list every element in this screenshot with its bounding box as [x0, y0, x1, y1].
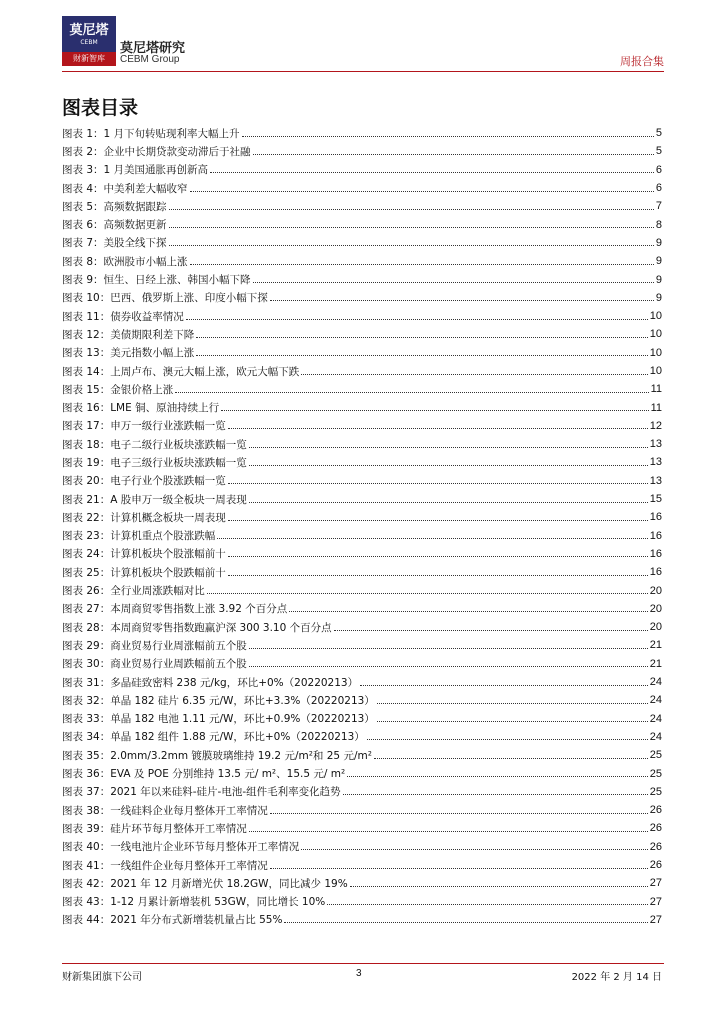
toc-dot-leader — [228, 428, 648, 429]
toc-entry-label: 图表 40：一线电池片企业环节每月整体开工率情况 — [62, 841, 300, 854]
toc-dot-leader — [249, 831, 648, 832]
toc-entry-label: 图表 2：企业中长期贷款变动滞后于社融 — [62, 145, 251, 158]
toc-entry-label: 图表 15：金银价格上涨 — [62, 383, 174, 396]
toc-entry[interactable] — [62, 325, 662, 343]
toc-entry-label: 图表 33：单晶 182 电池 1.11 元/W，环比+0.9%（20220213） — [62, 713, 375, 726]
toc-entry[interactable] — [62, 490, 662, 508]
toc-dot-leader — [228, 556, 648, 557]
footer-company: 财新集团旗下公司 — [62, 972, 142, 983]
toc-entry-label: 图表 18：电子二级行业板块涨跌幅一览 — [62, 438, 247, 451]
toc-entry-label: 图表 20：电子行业个股涨跌幅一览 — [62, 475, 226, 488]
toc-entry-page: 24 — [649, 676, 662, 689]
toc-title: 图表目录 — [62, 97, 139, 119]
toc-entry[interactable] — [62, 124, 662, 142]
toc-entry-label: 图表 44：2021 年分布式新增装机量占比 55% — [62, 914, 283, 927]
toc-dot-leader — [249, 666, 648, 667]
toc-entry[interactable] — [62, 270, 662, 288]
toc-dot-leader — [377, 721, 648, 722]
toc-entry-page: 25 — [649, 785, 662, 798]
toc-dot-leader — [190, 264, 654, 265]
brand-name-en: CEBM Group — [120, 54, 180, 65]
toc-entry[interactable] — [62, 142, 662, 160]
footer-divider — [62, 963, 664, 964]
toc-entry-page: 21 — [649, 639, 662, 652]
toc-entry[interactable] — [62, 801, 662, 819]
toc-entry-label: 图表 30：商业贸易行业周跌幅前五个股 — [62, 658, 247, 671]
toc-entry-page: 26 — [649, 840, 662, 853]
toc-dot-leader — [301, 849, 648, 850]
toc-entry-page: 5 — [655, 127, 662, 140]
toc-entry-label: 图表 12：美债期限利差下降 — [62, 328, 195, 341]
toc-entry[interactable] — [62, 289, 662, 307]
toc-entry-page: 10 — [649, 310, 662, 323]
toc-entry-page: 10 — [649, 365, 662, 377]
toc-entry-label: 图表 7：美股全线下探 — [62, 237, 167, 250]
toc-dot-leader — [360, 685, 648, 686]
table-of-figures — [62, 124, 662, 929]
toc-entry[interactable] — [62, 472, 662, 490]
toc-entry-page: 20 — [649, 602, 662, 615]
footer-page-number: 3 — [356, 968, 362, 979]
toc-entry-label: 图表 36：EVA 及 POE 分别维持 13.5 元/ m²、15.5 元/ m² — [62, 768, 346, 781]
toc-entry[interactable] — [62, 710, 662, 728]
toc-entry-page: 11 — [650, 401, 662, 414]
toc-dot-leader — [270, 300, 654, 301]
toc-entry-label: 图表 38：一线硅料企业每月整体开工率情况 — [62, 804, 268, 817]
toc-entry-page: 13 — [649, 438, 662, 451]
toc-dot-leader — [228, 483, 648, 484]
toc-dot-leader — [169, 227, 654, 228]
page-header — [62, 16, 664, 70]
toc-dot-leader — [347, 776, 648, 777]
toc-entry-page: 11 — [650, 383, 662, 396]
toc-entry-label: 图表 25：计算机板块个股跌幅前十 — [62, 566, 226, 579]
toc-entry[interactable] — [62, 764, 662, 782]
toc-entry[interactable] — [62, 215, 662, 233]
toc-entry-label: 图表 41：一线组件企业每月整体开工率情况 — [62, 859, 268, 872]
toc-dot-leader — [249, 648, 648, 649]
toc-entry-label: 图表 42：2021 年 12 月新增光伏 18.2GW，同比减少 19% — [62, 877, 348, 890]
toc-entry-label: 图表 39：硅片环节每月整体开工率情况 — [62, 822, 247, 835]
toc-entry-label: 图表 21：A 股申万一级全板块一周表现 — [62, 493, 247, 506]
toc-entry-page: 8 — [655, 218, 662, 231]
toc-entry-page: 16 — [649, 529, 662, 542]
toc-entry[interactable] — [62, 783, 662, 801]
toc-entry-page: 24 — [649, 712, 662, 725]
toc-entry-page: 26 — [649, 822, 662, 835]
toc-entry[interactable] — [62, 618, 662, 636]
toc-entry[interactable] — [62, 746, 662, 764]
company-logo — [62, 16, 116, 66]
toc-dot-leader — [210, 172, 654, 173]
toc-entry-page: 26 — [649, 804, 662, 817]
toc-dot-leader — [343, 794, 648, 795]
toc-entry-page: 20 — [649, 621, 662, 634]
footer-date: 2022 年 2 月 14 日 — [571, 972, 662, 983]
toc-dot-leader — [221, 410, 648, 411]
toc-entry-page: 7 — [655, 200, 662, 213]
toc-entry[interactable] — [62, 234, 662, 252]
toc-dot-leader — [374, 758, 648, 759]
toc-dot-leader — [186, 319, 648, 320]
toc-dot-leader — [350, 886, 648, 887]
toc-entry-page: 16 — [649, 566, 662, 579]
toc-entry[interactable] — [62, 344, 662, 362]
toc-entry-page: 9 — [655, 291, 662, 304]
toc-entry[interactable] — [62, 655, 662, 673]
toc-entry[interactable] — [62, 673, 662, 691]
toc-dot-leader — [242, 136, 654, 137]
toc-entry[interactable] — [62, 600, 662, 618]
toc-entry[interactable] — [62, 892, 662, 910]
logo-mark-text: 莫尼塔 — [69, 23, 109, 38]
toc-entry-page: 6 — [655, 182, 662, 195]
toc-entry-page: 25 — [649, 749, 662, 762]
toc-dot-leader — [284, 922, 647, 923]
toc-entry-label: 图表 11：债券收益率情况 — [62, 310, 184, 323]
toc-dot-leader — [175, 392, 648, 393]
toc-entry[interactable] — [62, 819, 662, 837]
toc-entry-page: 24 — [649, 694, 662, 707]
toc-dot-leader — [190, 191, 654, 192]
toc-entry[interactable] — [62, 362, 662, 380]
toc-dot-leader — [169, 209, 654, 210]
toc-entry-label: 图表 28：本周商贸零售指数跑赢沪深 300 3.10 个百分点 — [62, 621, 332, 634]
toc-entry-label: 图表 13：美元指数小幅上涨 — [62, 347, 195, 360]
toc-dot-leader — [270, 813, 648, 814]
toc-entry-page: 13 — [649, 474, 662, 487]
toc-dot-leader — [249, 465, 648, 466]
toc-entry-page: 13 — [649, 456, 662, 469]
document-type: 周报合集 — [620, 55, 664, 68]
toc-entry[interactable] — [62, 838, 662, 856]
toc-entry-page: 15 — [649, 493, 662, 506]
toc-entry-label: 图表 9：恒生、日经上涨、韩国小幅下降 — [62, 274, 251, 287]
toc-entry-page: 10 — [649, 328, 662, 341]
toc-entry-label: 图表 10：巴西、俄罗斯上涨、印度小幅下探 — [62, 292, 268, 305]
toc-dot-leader — [228, 520, 648, 521]
toc-entry-label: 图表 24：计算机板块个股涨幅前十 — [62, 548, 226, 561]
toc-entry[interactable] — [62, 508, 662, 526]
toc-dot-leader — [217, 538, 648, 539]
toc-entry[interactable] — [62, 856, 662, 874]
toc-entry-page: 27 — [649, 913, 662, 926]
toc-dot-leader — [207, 593, 648, 594]
toc-entry[interactable] — [62, 636, 662, 654]
toc-entry[interactable] — [62, 728, 662, 746]
toc-entry[interactable] — [62, 252, 662, 270]
toc-entry-label: 图表 6：高频数据更新 — [62, 219, 167, 232]
toc-entry[interactable] — [62, 435, 662, 453]
toc-entry-label: 图表 5：高频数据跟踪 — [62, 200, 167, 213]
toc-entry-page: 27 — [649, 895, 662, 908]
toc-entry-label: 图表 16：LME 铜、原油持续上行 — [62, 402, 220, 415]
header-divider — [62, 71, 664, 72]
toc-entry[interactable] — [62, 417, 662, 435]
toc-dot-leader — [334, 630, 648, 631]
toc-entry-page: 25 — [649, 767, 662, 780]
toc-dot-leader — [249, 447, 648, 448]
toc-dot-leader — [327, 904, 647, 905]
toc-entry-page: 16 — [649, 511, 662, 524]
toc-entry-label: 图表 26：全行业周涨跌幅对比 — [62, 585, 205, 598]
toc-dot-leader — [196, 355, 648, 356]
toc-entry-label: 图表 35：2.0mm/3.2mm 镀膜玻璃维持 19.2 元/m²和 25 元/m² — [62, 749, 372, 762]
toc-dot-leader — [228, 575, 648, 576]
toc-entry-label: 图表 37：2021 年以来硅料-硅片-电池-组件毛利率变化趋势 — [62, 786, 341, 799]
toc-dot-leader — [301, 374, 648, 375]
toc-dot-leader — [249, 502, 648, 503]
toc-entry[interactable] — [62, 161, 662, 179]
toc-entry-label: 图表 22：计算机概念板块一周表现 — [62, 511, 226, 524]
toc-entry-page: 26 — [649, 859, 662, 872]
toc-entry[interactable] — [62, 563, 662, 581]
toc-entry[interactable] — [62, 307, 662, 325]
toc-entry-label: 图表 3：1 月美国通胀再创新高 — [62, 164, 209, 177]
logo-mark-sub: CEBM — [80, 39, 98, 46]
toc-entry-label: 图表 23：计算机重点个股涨跌幅 — [62, 530, 216, 543]
toc-entry-page: 21 — [649, 657, 662, 670]
toc-entry-page: 27 — [649, 877, 662, 890]
toc-entry-label: 图表 1：1 月下旬转贴现利率大幅上升 — [62, 127, 240, 140]
toc-entry-label: 图表 4：中美利差大幅收窄 — [62, 182, 188, 195]
toc-entry[interactable] — [62, 527, 662, 545]
toc-entry-page: 24 — [649, 730, 662, 743]
toc-entry-page: 9 — [655, 273, 662, 286]
toc-entry-page: 6 — [655, 163, 662, 176]
toc-entry-page: 9 — [655, 255, 662, 268]
toc-entry[interactable] — [62, 545, 662, 563]
logo-bar-text: 财新智库 — [62, 52, 116, 66]
toc-entry-label: 图表 43：1-12 月累计新增装机 53GW，同比增长 10% — [62, 896, 326, 909]
toc-entry-page: 5 — [655, 145, 662, 158]
toc-entry-label: 图表 8：欧洲股市小幅上涨 — [62, 255, 188, 268]
toc-entry-label: 图表 19：电子三级行业板块涨跌幅一览 — [62, 456, 247, 469]
toc-dot-leader — [367, 739, 648, 740]
toc-entry-label: 图表 31：多晶硅致密料 238 元/kg，环比+0%（20220213） — [62, 676, 359, 689]
toc-dot-leader — [196, 337, 648, 338]
toc-entry[interactable] — [62, 453, 662, 471]
toc-entry[interactable] — [62, 691, 662, 709]
toc-entry-page: 9 — [655, 236, 662, 249]
toc-entry[interactable] — [62, 380, 662, 398]
toc-entry-page: 12 — [649, 419, 662, 432]
toc-dot-leader — [270, 868, 648, 869]
toc-entry[interactable] — [62, 581, 662, 599]
toc-entry[interactable] — [62, 179, 662, 197]
toc-entry-label: 图表 29：商业贸易行业周涨幅前五个股 — [62, 639, 247, 652]
toc-entry-page: 16 — [649, 547, 662, 560]
toc-entry-label: 图表 14：上周卢布、澳元大幅上涨，欧元大幅下跌 — [62, 365, 300, 378]
toc-dot-leader — [253, 282, 654, 283]
brand-name-cn: 莫尼塔研究 — [120, 41, 186, 56]
toc-entry[interactable] — [62, 197, 662, 215]
toc-dot-leader — [253, 154, 654, 155]
toc-entry-label: 图表 27：本周商贸零售指数上涨 3.92 个百分点 — [62, 603, 288, 616]
toc-entry-label: 图表 17：申万一级行业涨跌幅一览 — [62, 420, 226, 433]
toc-entry[interactable] — [62, 398, 662, 416]
toc-entry[interactable] — [62, 874, 662, 892]
toc-entry-page: 10 — [649, 346, 662, 359]
toc-entry-label: 图表 32：单晶 182 硅片 6.35 元/W，环比+3.3%（20220213） — [62, 694, 375, 707]
toc-entry-label: 图表 34：单晶 182 组件 1.88 元/W，环比+0%（20220213） — [62, 731, 365, 744]
toc-entry[interactable] — [62, 911, 662, 929]
toc-dot-leader — [169, 245, 654, 246]
toc-dot-leader — [377, 703, 648, 704]
toc-entry-page: 20 — [649, 584, 662, 597]
toc-dot-leader — [289, 611, 647, 612]
